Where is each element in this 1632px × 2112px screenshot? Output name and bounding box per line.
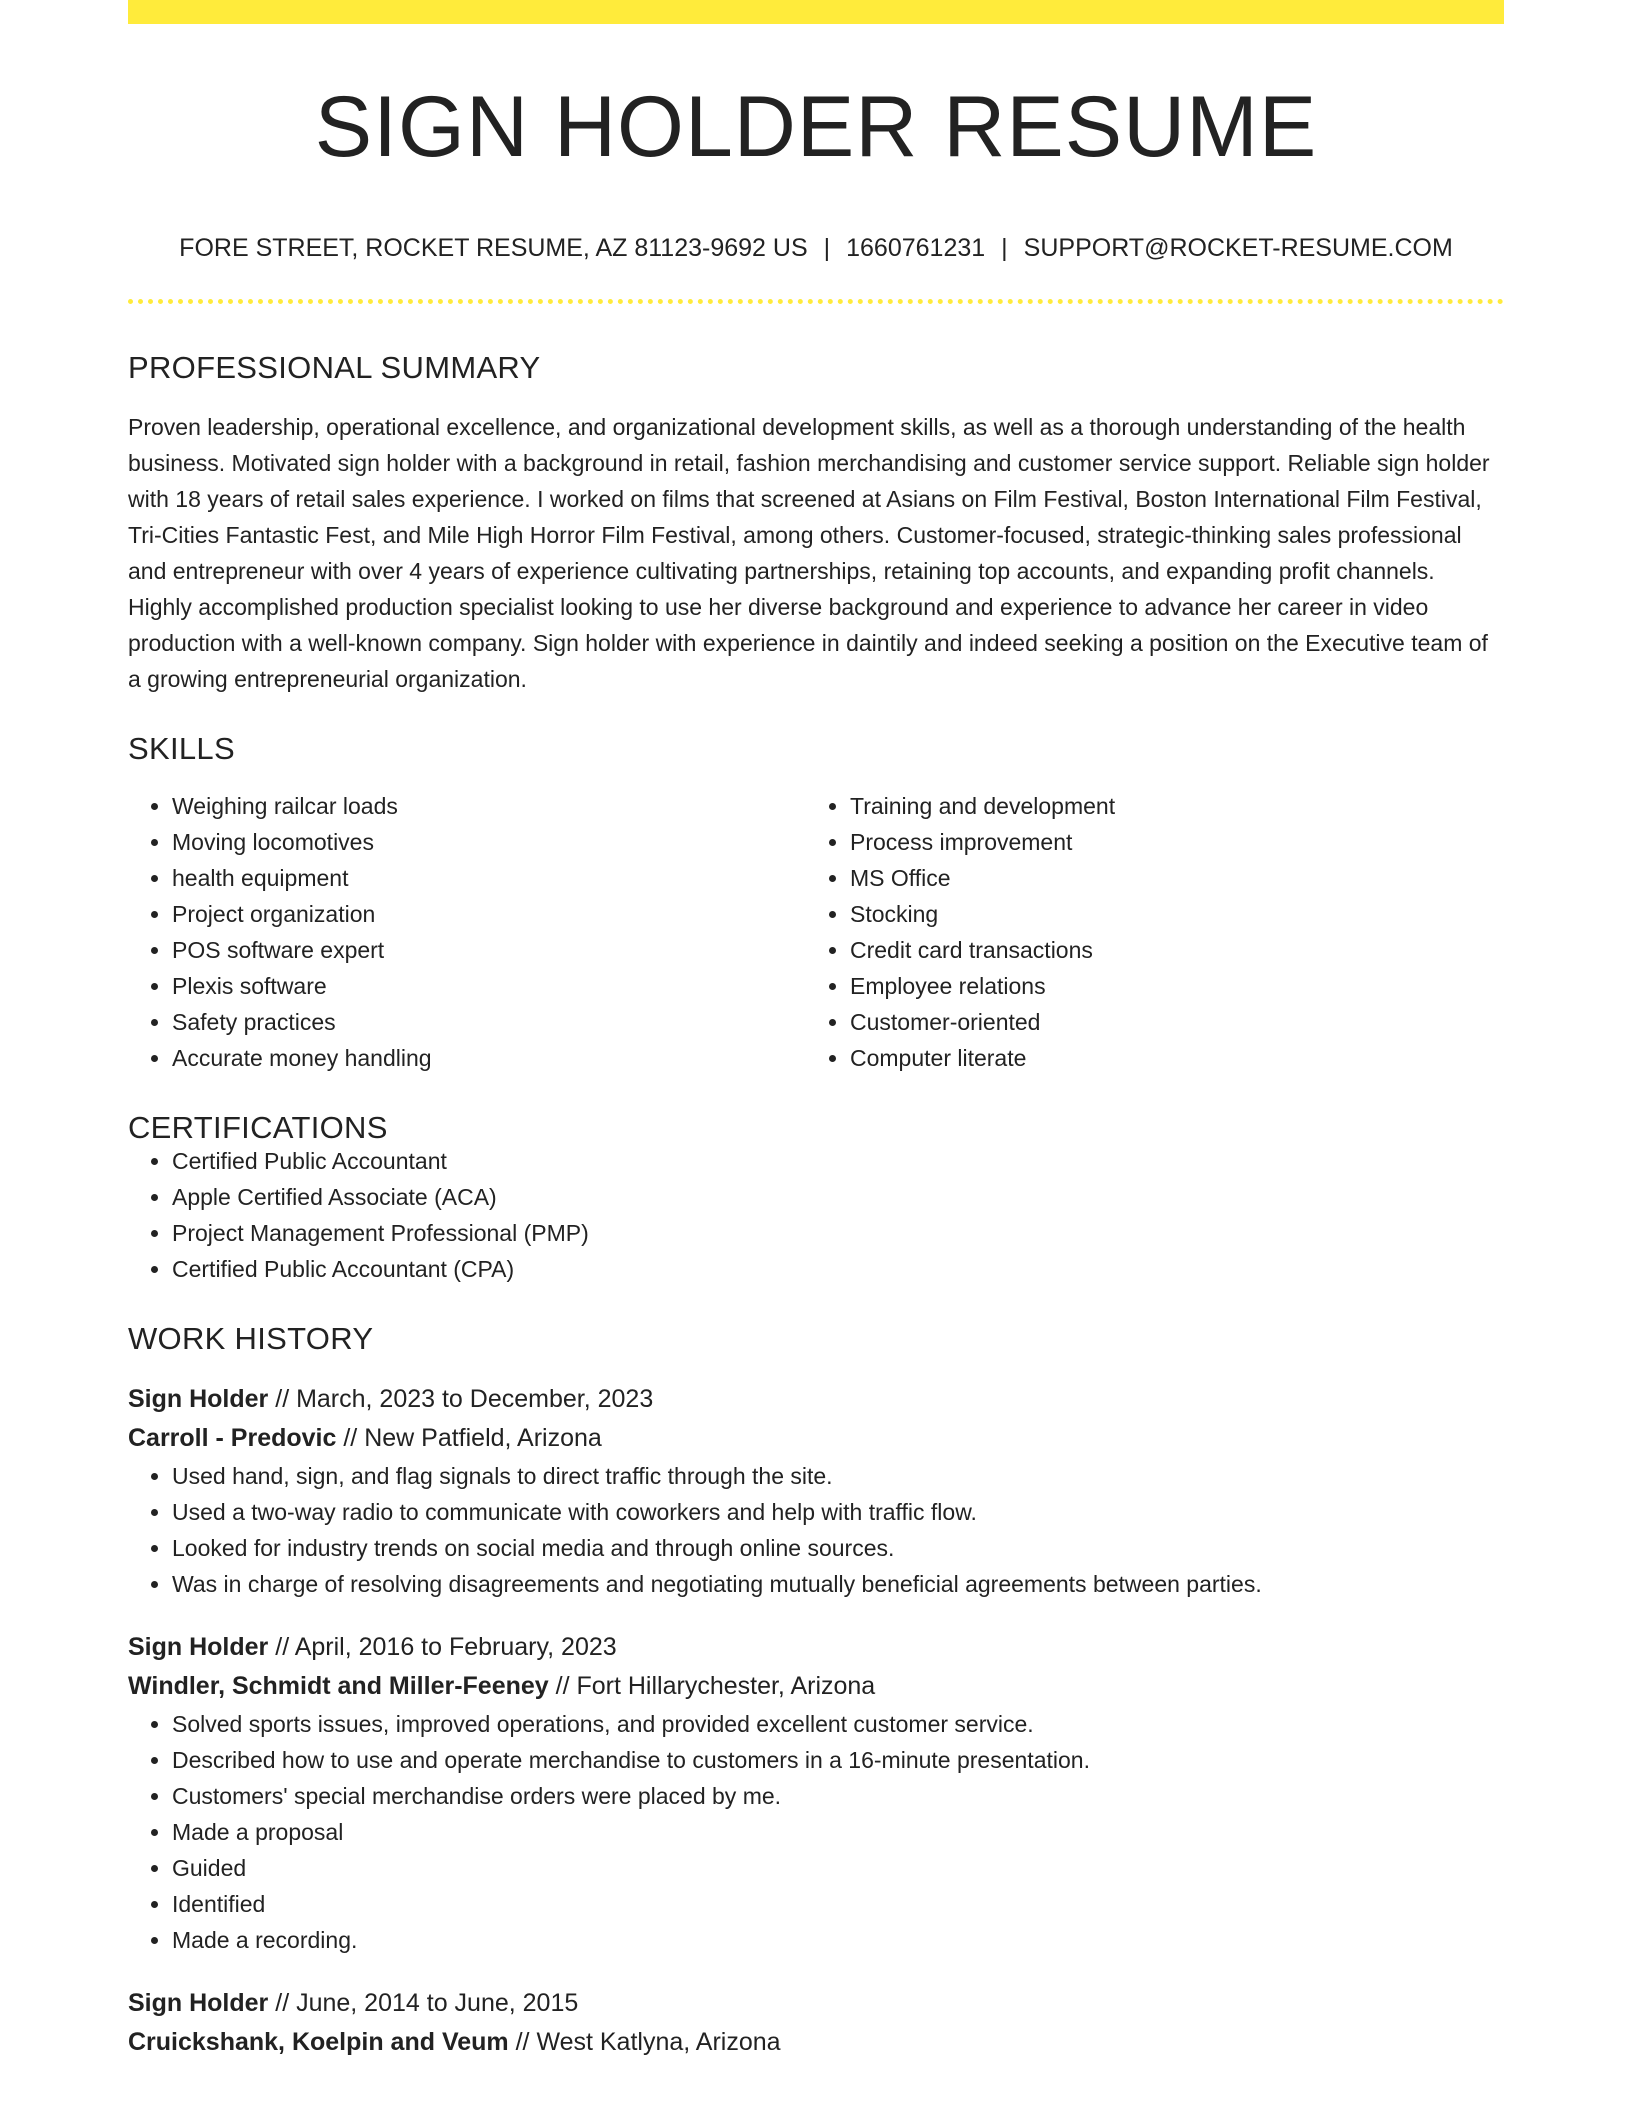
address: FORE STREET, ROCKET RESUME, AZ 81123-9692 US [179,234,808,262]
phone: 1660761231 [846,234,986,262]
resume-title: SIGN HOLDER RESUME [314,79,1318,175]
skill-item: • Training and development [850,788,1484,824]
job-title: Sign Holder [128,1633,269,1661]
skills-list-left [128,788,806,1076]
job-duty: • Was in charge of resolving disagreements and negotiating mutually beneficial agreements between parties. [172,1566,1504,1602]
job-entry [128,1984,1504,2062]
skill-item: • Process improvement [850,824,1484,860]
job-title-line [128,1380,1504,1419]
job-entry [128,1628,1504,1958]
separator: | [823,234,831,262]
top-accent-bar [128,0,1504,24]
job-duty: • Described how to use and operate merchandise to customers in a 16-minute presentation. [172,1742,1504,1778]
job-duty: • Made a proposal [172,1814,1504,1850]
skill-item: • health equipment [172,860,806,896]
job-location: // Fort Hillarychester, Arizona [548,1672,876,1700]
job-duty: • Customers' special merchandise orders were placed by me. [172,1778,1504,1814]
skill-item: • Project organization [172,896,806,932]
job-entry [128,1380,1504,1602]
summary-text: Proven leadership, operational excellence, and organizational development skills, as well as a thorough understanding of the health business. Motivated sign holder with a background in retail, fashion merchandising and customer service support. Reliable sign holder with 18 years of retail sales experience. I worked on films that screened at Asians on Film Festival, Boston International Film Festival, Tri-Cities Fantastic Fest, and Mile High Horror Film Festival, among others. Customer-focused, strategic-thinking sales professional and entrepreneur with over 4 years of experience cultivating partnerships, retaining top accounts, and expanding profit channels. Highly accomplished production specialist looking to use her diverse background and experience to advance her career in video production with a well-known company. Sign holder with experience in daintily and indeed seeking a position on the Executive team of a growing entrepreneurial organization. [128,414,1490,692]
skill-item: • Employee relations [850,968,1484,1004]
job-location: // West Katlyna, Arizona [508,2028,781,2056]
job-dates: // June, 2014 to June, 2015 [268,1989,579,2017]
certification-item: • Certified Public Accountant [172,1143,1504,1179]
certification-item: • Apple Certified Associate (ACA) [172,1179,1504,1215]
skill-item: • Accurate money handling [172,1040,806,1076]
job-duty: • Used a two-way radio to communicate with coworkers and help with traffic flow. [172,1494,1504,1530]
certifications-list [128,1143,1504,1287]
skill-item: • Customer-oriented [850,1004,1484,1040]
job-duty: • Made a recording. [172,1922,1504,1958]
skill-item: • Safety practices [172,1004,806,1040]
certification-item: • Certified Public Accountant (CPA) [172,1251,1504,1287]
job-location: // New Patfield, Arizona [336,1424,602,1452]
job-title-line [128,1984,1504,2023]
job-duty: • Solved sports issues, improved operations, and provided excellent customer service. [172,1706,1504,1742]
job-duty: • Used hand, sign, and flag signals to direct traffic through the site. [172,1458,1504,1494]
section-title-certifications: CERTIFICATIONS [128,1110,388,1145]
section-title-work-history: WORK HISTORY [128,1321,374,1356]
job-company: Cruickshank, Koelpin and Veum [128,2028,509,2056]
skills-list-right [806,788,1484,1076]
skills-grid [128,788,1504,1076]
job-duty: • Identified [172,1886,1504,1922]
job-dates: // March, 2023 to December, 2023 [268,1385,654,1413]
job-company-line [128,1419,1504,1458]
skill-item: • Credit card transactions [850,932,1484,968]
job-title: Sign Holder [128,1385,269,1413]
job-company-line [128,2023,1504,2062]
job-duties-list [128,1458,1504,1602]
job-duty: • Looked for industry trends on social media and through online sources. [172,1530,1504,1566]
skill-item: • MS Office [850,860,1484,896]
job-duty: • Guided [172,1850,1504,1886]
section-title-skills: SKILLS [128,731,235,766]
job-title-line [128,1628,1504,1667]
separator: | [1001,234,1008,262]
job-title: Sign Holder [128,1989,269,2017]
section-title-summary: PROFESSIONAL SUMMARY [128,350,541,385]
skills-column-right [806,788,1484,1076]
skills-column-left [128,788,806,1076]
resume-page [128,0,1504,2062]
job-company: Windler, Schmidt and Miller-Feeney [128,1672,549,1700]
job-dates: // April, 2016 to February, 2023 [268,1633,617,1661]
skill-item: • POS software expert [172,932,806,968]
skill-item: • Computer literate [850,1040,1484,1076]
dotted-divider [128,299,1504,304]
job-company: Carroll - Predovic [128,1424,337,1452]
job-duties-list [128,1706,1504,1958]
skill-item: • Weighing railcar loads [172,788,806,824]
certification-item: • Project Management Professional (PMP) [172,1215,1504,1251]
contact-line [128,236,1504,261]
email: SUPPORT@ROCKET-RESUME.COM [1023,234,1453,262]
skill-item: • Plexis software [172,968,806,1004]
job-company-line [128,1667,1504,1706]
skill-item: • Stocking [850,896,1484,932]
skill-item: • Moving locomotives [172,824,806,860]
